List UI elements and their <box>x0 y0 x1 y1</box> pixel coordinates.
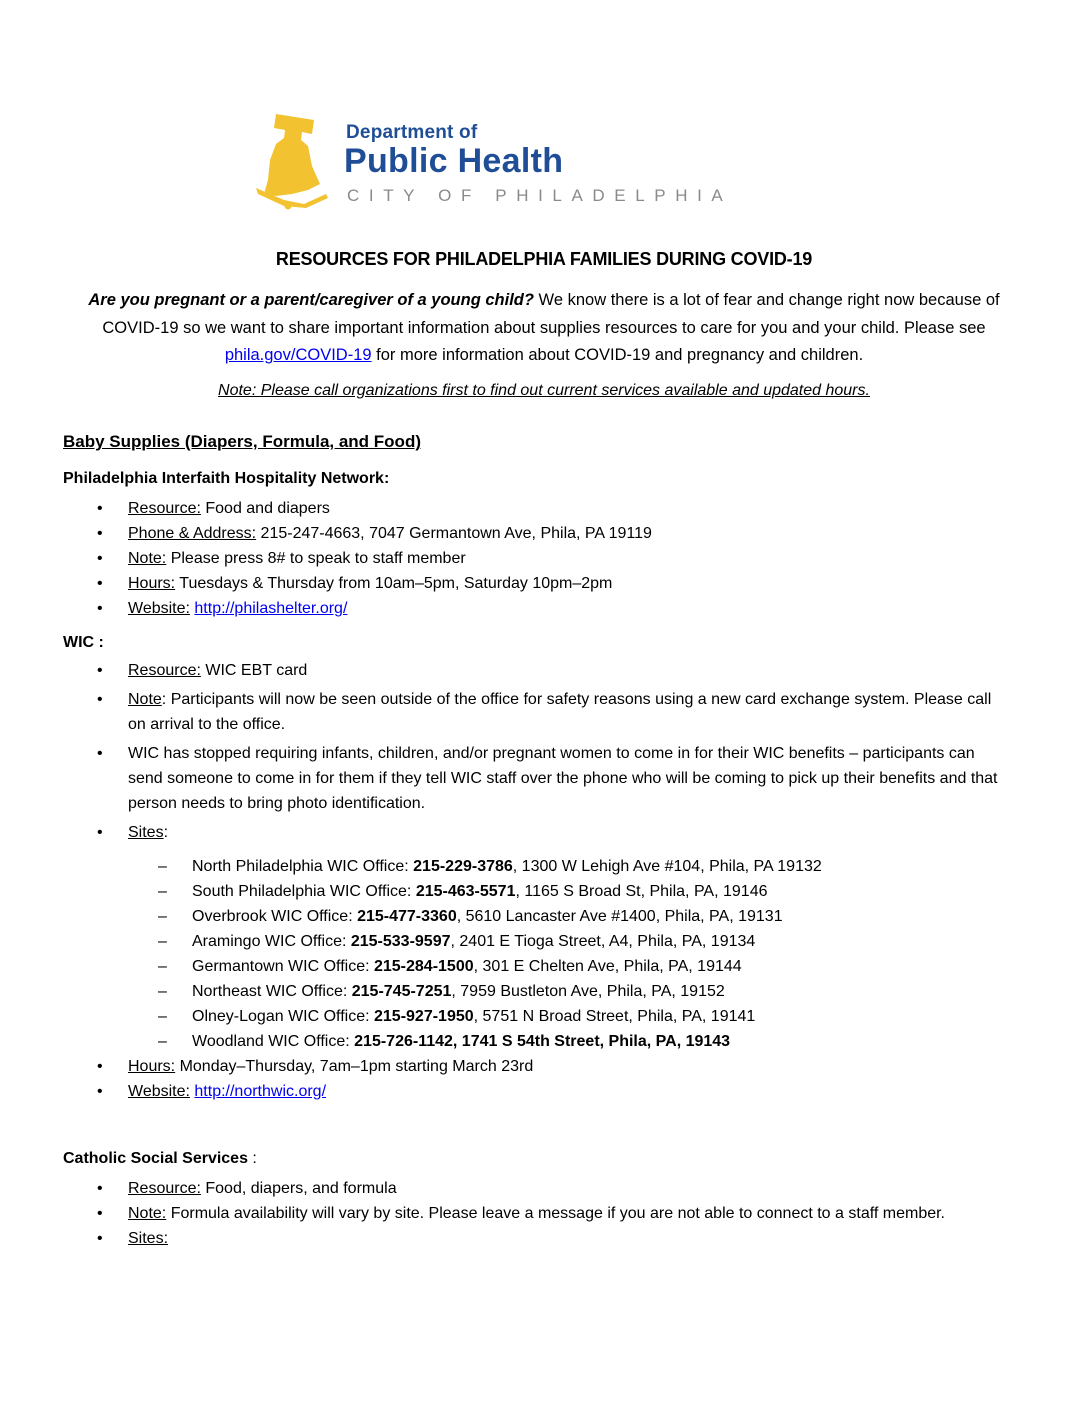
org-name-suffix: : <box>94 634 104 651</box>
field-value: : Participants will now be seen outside of the office for safety reasons using a new card exchange system. Please call on arrival to the office. <box>128 691 992 733</box>
field-label: Resource: <box>128 1180 201 1197</box>
field-value: WIC has stopped requiring infants, children, and/or pregnant women to come in for their WIC benefits – participants can send someone to come in for them if they tell WIC staff over the phone who will be coming to pick up their benefits and that person needs to bring photo identification. <box>128 745 998 812</box>
site-address: , 301 E Chelten Ave, Phila, PA, 19144 <box>473 958 742 975</box>
field-value: Tuesdays & Thursday from 10am–5pm, Saturday 10pm–2pm <box>175 575 613 592</box>
css-details-list <box>0 1176 1088 1251</box>
field-label: Note: <box>128 550 167 567</box>
site-address: , 5751 N Broad Street, Phila, PA, 19141 <box>473 1008 756 1025</box>
org-name-text: WIC <box>63 634 95 651</box>
field-label: Hours: <box>128 575 176 592</box>
list-item <box>0 1201 1008 1226</box>
list-item <box>0 1054 1008 1079</box>
site-address: , 5610 Lancaster Ave #1400, Phila, PA, 19131 <box>456 908 783 925</box>
wic-site-item <box>0 929 1052 954</box>
field-label: Website: <box>128 1083 190 1100</box>
logo-line-department: Department of <box>346 122 478 143</box>
list-item <box>0 1079 1008 1104</box>
site-name: Aramingo WIC Office: <box>192 933 351 950</box>
list-item <box>0 546 1008 571</box>
field-label: Note: <box>128 1205 167 1222</box>
covid-info-link[interactable]: phila.gov/COVID-19 <box>224 346 372 364</box>
liberty-bell-icon <box>254 110 336 210</box>
site-name: Germantown WIC Office: <box>192 958 374 975</box>
list-item <box>0 496 1008 521</box>
wic-details-list <box>0 658 1088 845</box>
wic-site-item <box>0 979 1052 1004</box>
call-first-note: Note: Please call organizations first to find out current services available and updated hours. <box>218 382 870 399</box>
wic-site-item <box>0 1029 1052 1054</box>
site-address: , 2401 E Tioga Street, A4, Phila, PA, 19134 <box>450 933 756 950</box>
intro-text-1: We know there is a lot of fear and change right now because of COVID-19 so we want to share important information about supplies resources to care for you and your child. Please see <box>102 291 1000 337</box>
page-title: RESOURCES FOR PHILADELPHIA FAMILIES DURING COVID-19 <box>275 249 813 269</box>
wic-site-item <box>0 954 1052 979</box>
list-item <box>0 1176 1008 1201</box>
field-value: Food, diapers, and formula <box>200 1180 397 1197</box>
field-value: Food and diapers <box>200 500 330 517</box>
site-phone: 215-463-5571 <box>415 883 516 900</box>
pihn-website-link[interactable]: http://philashelter.org/ <box>194 600 348 617</box>
site-name: Northeast WIC Office: <box>192 983 352 1000</box>
field-suffix: : <box>163 824 169 841</box>
site-name: Olney-Logan WIC Office: <box>192 1008 374 1025</box>
logo-line-city: CITY OF PHILADELPHIA <box>347 186 733 205</box>
site-address: , 7959 Bustleton Ave, Phila, PA, 19152 <box>451 983 725 1000</box>
section-heading-baby-supplies: Baby Supplies (Diapers, Formula, and Food) <box>63 432 421 451</box>
wic-site-item <box>0 904 1052 929</box>
list-item <box>0 741 1008 816</box>
wic-website-link[interactable]: http://northwic.org/ <box>194 1083 327 1100</box>
health-department-logo <box>254 110 734 210</box>
org-name-catholic-social-services <box>63 1150 257 1168</box>
field-label: Sites <box>128 824 164 841</box>
list-item <box>0 521 1008 546</box>
field-label: Sites: <box>128 1230 169 1247</box>
site-phone: 215-477-3360 <box>357 908 457 925</box>
wic-site-item <box>0 1004 1052 1029</box>
site-address: , 1300 W Lehigh Ave #104, Phila, PA 19132 <box>512 858 822 875</box>
site-phone: 215-284-1500 <box>373 958 474 975</box>
list-item <box>0 596 1008 621</box>
field-label: Hours: <box>128 1058 176 1075</box>
wic-sites-list <box>0 854 1052 1054</box>
site-phone: 215-533-9597 <box>350 933 451 950</box>
field-value: Monday–Thursday, 7am–1pm starting March 23rd <box>175 1058 534 1075</box>
org-name-pihn: Philadelphia Interfaith Hospitality Network: <box>63 470 390 487</box>
field-value: WIC EBT card <box>200 662 308 679</box>
field-value: Please press 8# to speak to staff member <box>166 550 466 567</box>
pihn-details-list <box>0 496 1088 621</box>
list-item <box>0 571 1008 596</box>
intro-paragraph <box>62 287 1026 370</box>
list-item <box>0 1226 1008 1251</box>
field-label: Website: <box>128 600 190 617</box>
site-phone: 215-927-1950 <box>374 1008 474 1025</box>
wic-hours-website-list <box>0 1054 1088 1104</box>
field-label: Resource: <box>128 500 201 517</box>
site-phone: 215-229-3786 <box>413 858 513 875</box>
wic-site-item <box>0 879 1052 904</box>
site-phone: 215-726-1142, 1741 S 54th Street, Phila, PA, 19143 <box>354 1033 731 1050</box>
field-value: Formula availability will vary by site. Please leave a message if you are not able to connect to a staff member. <box>166 1205 945 1222</box>
field-label: Note <box>128 691 162 708</box>
intro-question: Are you pregnant or a parent/caregiver of a young child? <box>88 291 534 309</box>
list-item <box>0 687 1008 737</box>
org-name-wic <box>63 634 104 652</box>
site-name: North Philadelphia WIC Office: <box>192 858 414 875</box>
field-value: 215-247-4663, 7047 Germantown Ave, Phila, PA 19119 <box>256 525 652 542</box>
field-label: Phone & Address: <box>128 525 257 542</box>
field-label: Resource: <box>128 662 201 679</box>
intro-text-2: for more information about COVID-19 and pregnancy and children. <box>371 346 864 364</box>
site-name: Woodland WIC Office: <box>192 1033 355 1050</box>
list-item <box>0 820 1008 845</box>
logo-line-public-health: Public Health <box>344 142 564 180</box>
wic-site-item <box>0 854 1052 879</box>
list-item <box>0 658 1008 683</box>
site-name: South Philadelphia WIC Office: <box>192 883 416 900</box>
site-address: , 1165 S Broad St, Phila, PA, 19146 <box>515 883 768 900</box>
site-name: Overbrook WIC Office: <box>192 908 358 925</box>
org-name-suffix: : <box>247 1150 257 1167</box>
site-phone: 215-745-7251 <box>351 983 452 1000</box>
org-name-text: Catholic Social Services <box>63 1150 248 1167</box>
